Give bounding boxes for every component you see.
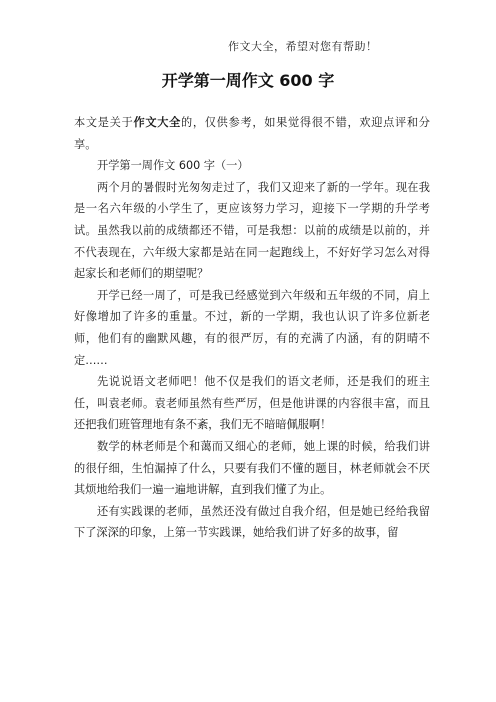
- body-paragraph-2: 开学已经一周了，可是我已经感觉到六年级和五年级的不同，肩上好像增加了许多的重量。不过，新的一学期，我也认识了许多位新老师，他们有的幽默风趣，有的很严厉，有的充满了内涵，有的阴晴不定……: [74, 288, 430, 367]
- document-body: [74, 112, 430, 544]
- body-paragraph-5: 还有实践课的老师，虽然还没有做过自我介绍，但是她已经给我留下了深深的印象，上第一节实践课，她给我们讲了好多的故事，留: [74, 504, 430, 540]
- body-paragraph-1: 两个月的暑假时光匆匆走过了，我们又迎来了新的一学年。现在我是一名六年级的小学生了，更应该努力学习，迎接下一学期的升学考试。虽然我以前的成绩都还不错，可是我想：以前的成绩是以前的，并不代表现在，六年级大家都是站在同一起跑线上，不好好学习怎么对得起家长和老师们的期望呢？: [74, 180, 430, 281]
- header-note: 作文大全，希望对您有帮助！: [228, 40, 378, 53]
- section-subtitle: 开学第一周作文 600 字（一）: [97, 159, 249, 173]
- body-paragraph-3: 先说说语文老师吧！他不仅是我们的语文老师，还是我们的班主任，叫袁老师。袁老师虽然有些严厉，但是他讲课的内容很丰富，而且还把我们班管理地有条不紊，我们无不暗暗佩服啊！: [74, 375, 430, 432]
- intro-text-after: 的，仅供参考，如果觉得很不错，欢迎点评和分享。: [74, 116, 430, 151]
- intro-text-bold: 作文大全: [133, 116, 182, 129]
- document-title: 开学第一周作文 600 字: [161, 71, 335, 90]
- intro-text-before: 本文是关于: [74, 116, 134, 129]
- body-paragraph-4: 数学的林老师是个和蔼而又细心的老师，她上课的时候，给我们讲的很仔细，生怕漏掉了什么，只要有我们不懂的题目，林老师就会不厌其烦地给我们一遍一遍地讲解，直到我们懂了为止。: [74, 439, 430, 497]
- intro-paragraph: [74, 112, 430, 155]
